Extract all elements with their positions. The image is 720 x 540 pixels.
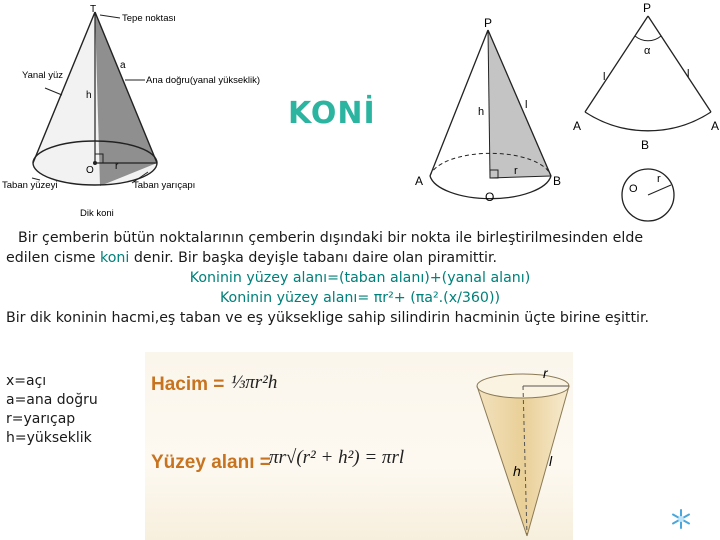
legend-item: a=ana doğru xyxy=(6,392,98,408)
apex-letter: T xyxy=(90,4,97,15)
base-surface-label: Taban yüzeyi xyxy=(2,180,58,191)
point-b: B xyxy=(641,138,650,152)
apex-label: Tepe noktası xyxy=(122,13,176,24)
definition-line-1: Bir çemberin bütün noktalarının çemberin dışındaki bir nokta ile birleştirilmesinden elde xyxy=(18,230,644,246)
lateral-label xyxy=(22,70,63,81)
formula-panel xyxy=(145,352,573,540)
surface-formula-2: Koninin yüzey alanı= πr²+ (πa².(x/360)) xyxy=(219,290,501,306)
slant-letter: a xyxy=(120,60,126,71)
cone-h: h xyxy=(513,463,521,479)
volume-label: Hacim = xyxy=(151,374,225,395)
definition-line-2: edilen cisme koni denir. Bir başka deyişle tabanı daire olan piramittir. xyxy=(6,250,497,266)
height-h: h xyxy=(478,106,485,118)
koni-highlight: koni xyxy=(100,250,130,266)
radius-r: r xyxy=(514,165,518,177)
center-letter: O xyxy=(86,165,94,176)
variable-legend xyxy=(6,372,98,448)
slant-l: l xyxy=(525,99,528,111)
circle-center: O xyxy=(629,183,638,195)
cone-pab-diagram xyxy=(398,0,573,220)
cone-illustration xyxy=(473,358,573,540)
right-cone-diagram xyxy=(0,0,290,225)
cone-r: r xyxy=(543,365,548,381)
point-a: A xyxy=(415,174,424,188)
legend-item: h=yükseklik xyxy=(6,430,92,446)
point-a-right: A xyxy=(711,119,720,133)
slant-left: l xyxy=(603,71,606,83)
angle-alpha: α xyxy=(644,45,651,57)
snowflake-icon xyxy=(670,508,692,530)
caption: Dik koni xyxy=(80,208,114,219)
volume-expression: ⅓πr²h xyxy=(231,372,278,393)
apex-p: P xyxy=(484,16,493,30)
definition-paragraph xyxy=(6,228,714,328)
page-title: KONİ xyxy=(288,96,376,131)
point-b: B xyxy=(553,174,562,188)
surface-formula-1: Koninin yüzey alanı=(taban alanı)+(yanal alanı) xyxy=(189,270,531,286)
slant-right: l xyxy=(687,68,690,80)
radius-letter: r xyxy=(115,161,119,172)
base-radius-label: Taban yarıçapı xyxy=(133,180,196,191)
legend-item: x=açı xyxy=(6,373,47,389)
slant-label: Ana doğru(yanal yükseklik) xyxy=(146,75,261,86)
surface-label: Yüzey alanı = xyxy=(151,452,271,473)
height-letter: h xyxy=(86,90,92,101)
legend-item: r=yarıçap xyxy=(6,411,76,427)
point-a-left: A xyxy=(573,119,582,133)
lateral-label-text: Yanal yüz xyxy=(22,70,64,81)
circle-radius: r xyxy=(657,173,661,185)
center-o: O xyxy=(485,190,495,204)
apex-p: P xyxy=(643,1,652,15)
cone-net-diagram xyxy=(565,0,720,225)
surface-expression: πr√(r² + h²) = πrl xyxy=(269,447,405,468)
volume-statement: Bir dik koninin hacmi,eş taban ve eş yükseklige sahip silindirin hacminin üçte birine eşittir. xyxy=(6,310,649,326)
cone-l: l xyxy=(549,453,553,469)
